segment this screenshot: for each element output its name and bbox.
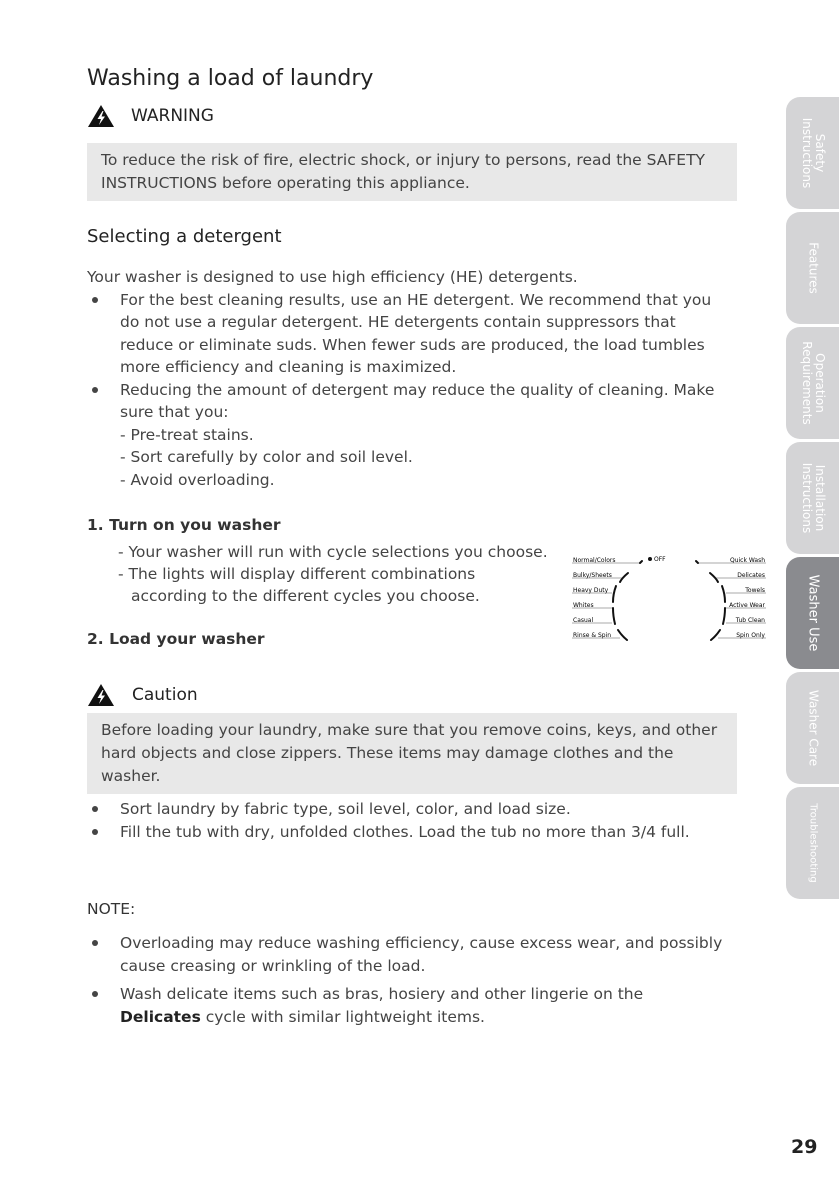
warning-triangle-icon bbox=[87, 104, 115, 128]
knob-label-left: Rinse & Spin bbox=[573, 632, 612, 639]
tab-troubleshooting[interactable]: Troubleshooting bbox=[786, 787, 839, 899]
detergent-intro: Your washer is designed to use high efficiency (HE) detergents. bbox=[87, 268, 578, 286]
load-list bbox=[87, 798, 727, 843]
list-item: Reducing the amount of detergent may reduce the quality of cleaning. Make sure that you: - Pre-treat stains. - Sort carefully by color and soil level. - Avoid overloading. bbox=[87, 379, 727, 492]
section-tabs bbox=[786, 97, 839, 902]
step1-details bbox=[118, 541, 548, 607]
knob-label-left: Whites bbox=[573, 602, 594, 609]
list-item: Wash delicate items such as bras, hosiery and other lingerie on the Delicates cycle with similar lightweight items. bbox=[87, 983, 727, 1028]
caution-label: Caution bbox=[132, 685, 198, 705]
knob-label-right: Tub Clean bbox=[735, 617, 765, 624]
knob-label-right: Delicates bbox=[737, 572, 765, 579]
sub-item: - The lights will display different combinations according to the different cycles you choose. bbox=[118, 565, 480, 605]
sub-item: - Avoid overloading. bbox=[120, 470, 275, 489]
caution-triangle-icon bbox=[87, 683, 115, 707]
page-number: 29 bbox=[791, 1136, 818, 1158]
sub-item: - Your washer will run with cycle selections you choose. bbox=[118, 543, 548, 561]
step2-title: 2. Load your washer bbox=[87, 630, 265, 648]
list-item: Fill the tub with dry, unfolded clothes. Load the tub no more than 3/4 full. bbox=[87, 821, 727, 844]
sub-item: - Pre-treat stains. bbox=[120, 425, 254, 444]
note-list bbox=[87, 932, 727, 1028]
warning-header bbox=[87, 104, 214, 128]
knob-label-right: Spin Only bbox=[736, 632, 765, 639]
warning-label: WARNING bbox=[131, 106, 214, 126]
knob-label-left: Casual bbox=[573, 617, 594, 624]
tab-safety-instructions[interactable]: Safety Instructions bbox=[786, 97, 839, 209]
tab-features[interactable]: Features bbox=[786, 212, 839, 324]
detergent-heading: Selecting a detergent bbox=[87, 226, 282, 247]
tab-operation-requirements[interactable]: Operation Requirements bbox=[786, 327, 839, 439]
knob-label-left: Heavy Duty bbox=[573, 587, 609, 594]
list-item: Sort laundry by fabric type, soil level, color, and load size. bbox=[87, 798, 727, 821]
detergent-section bbox=[87, 266, 727, 491]
page-title: Washing a load of laundry bbox=[87, 66, 374, 91]
delicates-bold: Delicates bbox=[120, 1007, 201, 1026]
caution-header bbox=[87, 683, 198, 707]
off-indicator-dot bbox=[648, 557, 652, 561]
knob-label-right: Quick Wash bbox=[729, 557, 765, 564]
step1-title: 1. Turn on you washer bbox=[87, 516, 281, 534]
knob-label-right: Active Wear bbox=[729, 602, 765, 609]
tab-washer-care[interactable]: Washer Care bbox=[786, 672, 839, 784]
knob-label-right: Towels bbox=[745, 587, 765, 594]
knob-label-left: Bulky/Sheets bbox=[573, 572, 612, 579]
tab-installation-instructions[interactable]: Installation Instructions bbox=[786, 442, 839, 554]
tab-washer-use[interactable]: Washer Use bbox=[786, 557, 839, 669]
warning-text: To reduce the risk of fire, electric shock, or injury to persons, read the SAFETY INSTRUCTIONS before operating this appliance. bbox=[101, 151, 706, 192]
knob-label-left: Normal/Colors bbox=[573, 557, 616, 564]
list-item: For the best cleaning results, use an HE detergent. We recommend that you do not use a regular detergent. HE detergents contain suppressors that reduce or eliminate suds. When fewer suds are produced, the load tumbles more efficiency and cleaning is maximized. bbox=[87, 289, 727, 379]
sub-item: - Sort carefully by color and soil level. bbox=[120, 448, 413, 466]
note-title: NOTE: bbox=[87, 900, 136, 918]
caution-box bbox=[87, 713, 737, 794]
warning-box bbox=[87, 143, 737, 201]
caution-text: Before loading your laundry, make sure that you remove coins, keys, and other hard objects and close zippers. These items may damage clothes and the washer. bbox=[101, 721, 718, 785]
cycle-knob-diagram bbox=[572, 552, 766, 660]
list-item: Overloading may reduce washing efficiency, cause excess wear, and possibly cause creasing or wrinkling of the load. bbox=[87, 932, 727, 977]
knob-off-label: OFF bbox=[654, 556, 666, 563]
